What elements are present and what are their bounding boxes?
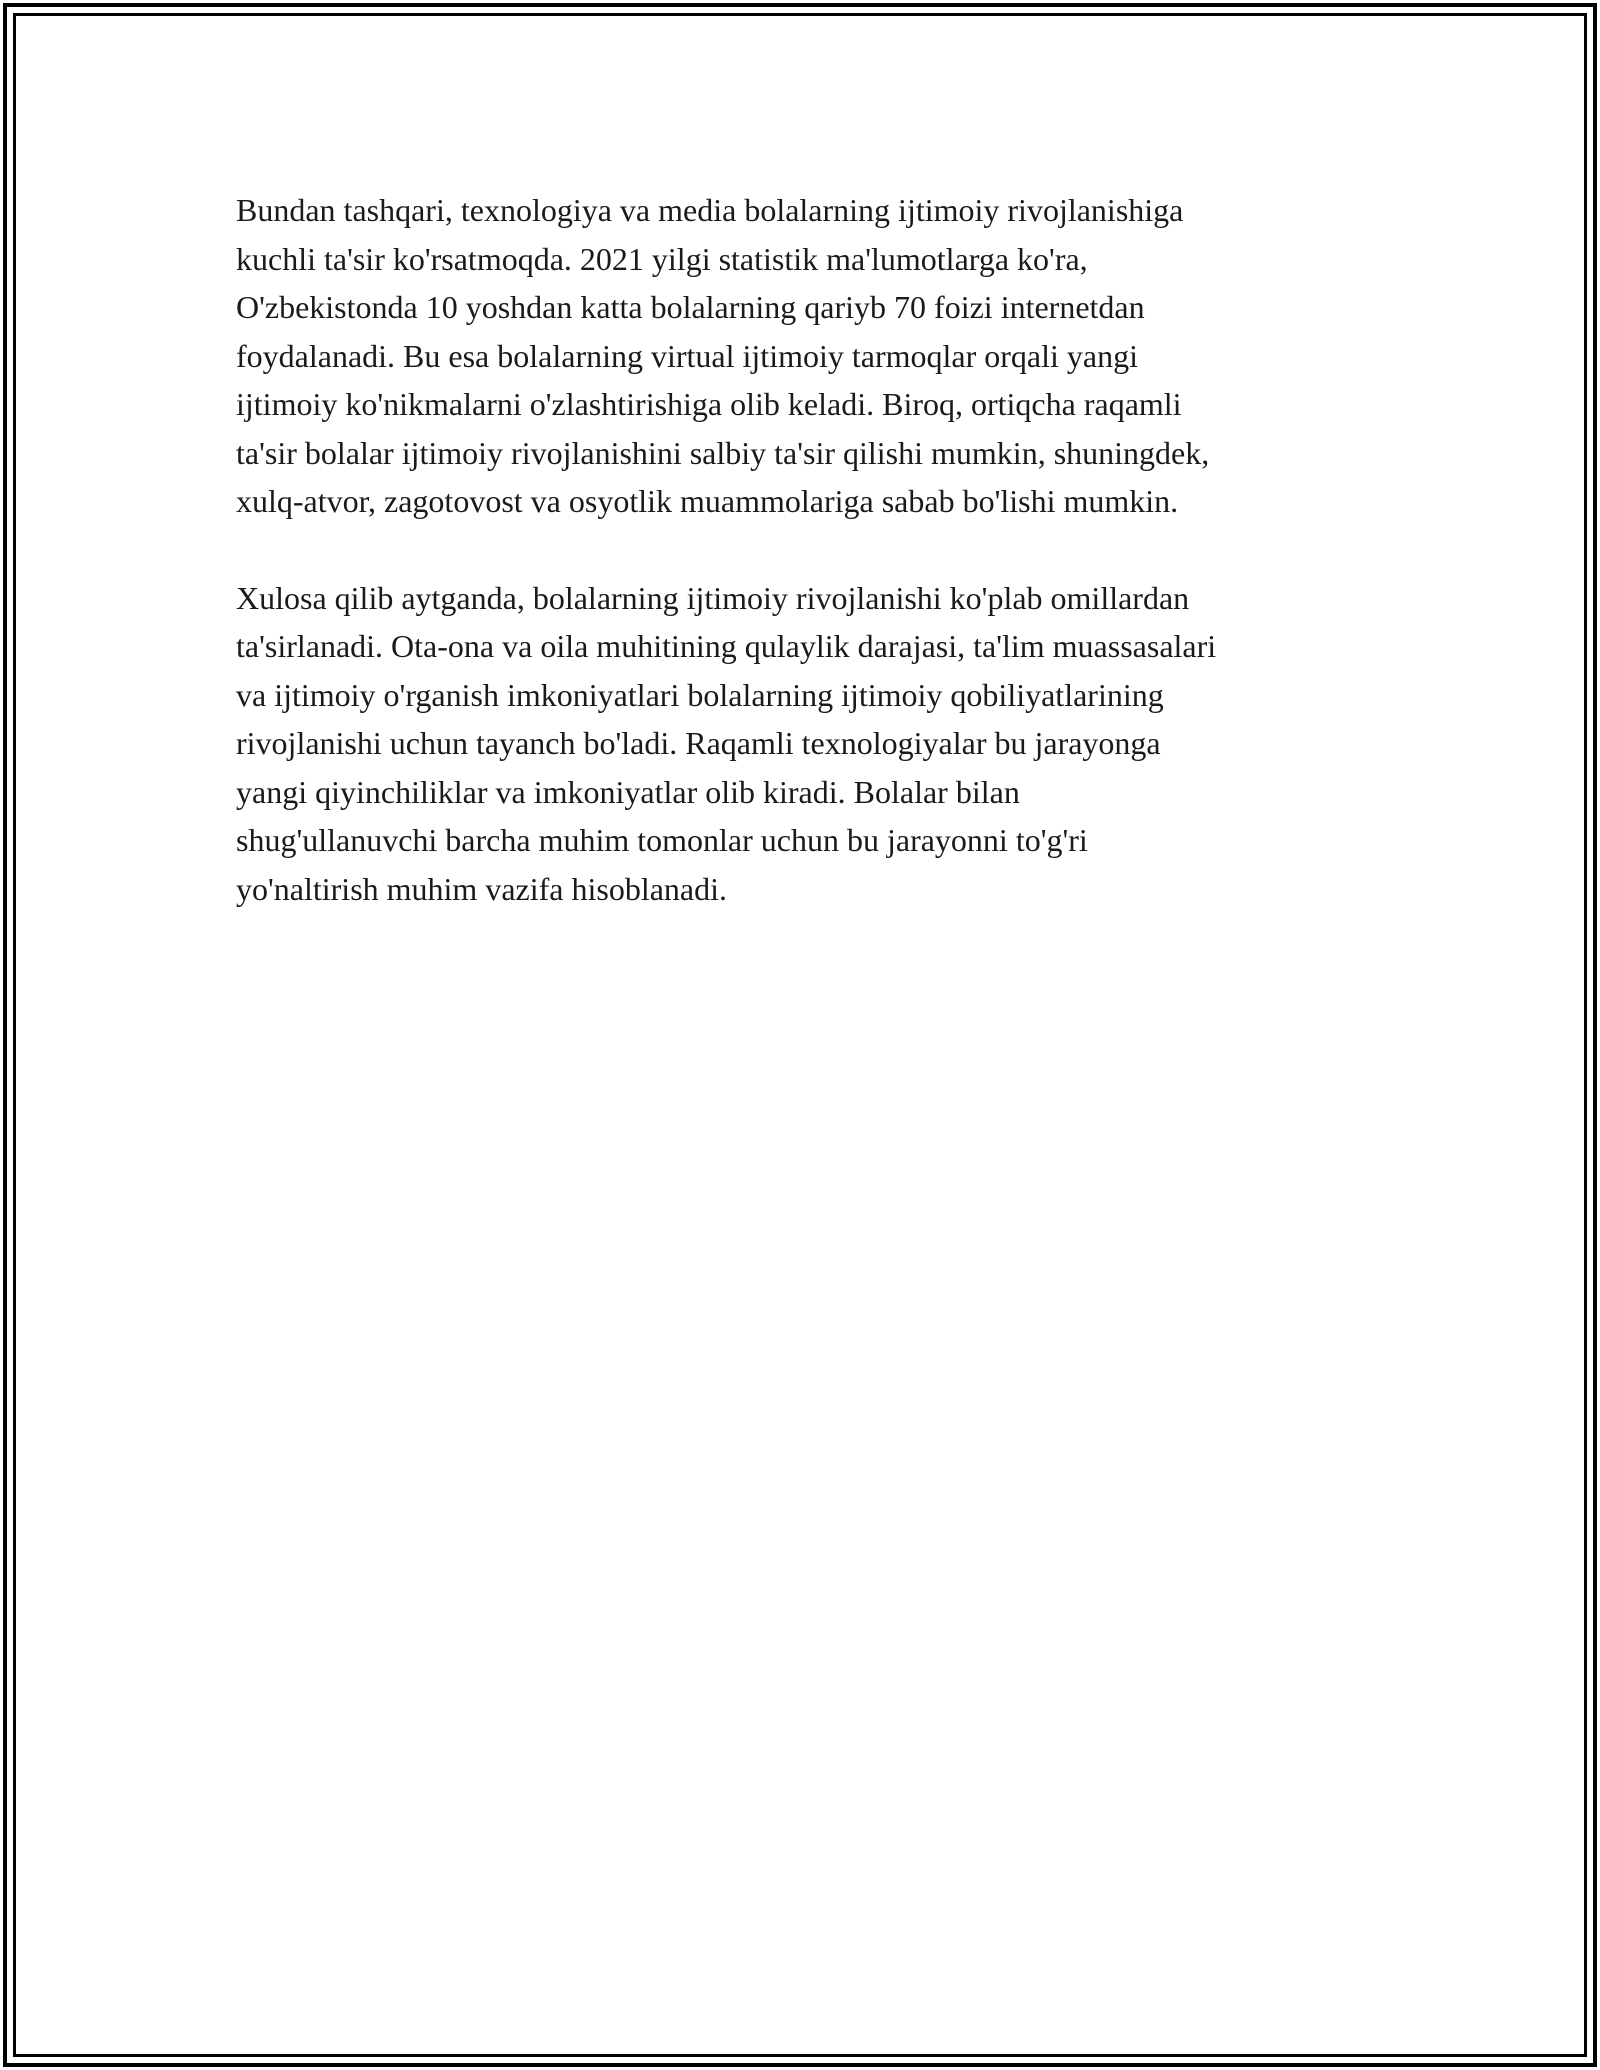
paragraph-line: kuchli ta'sir ko'rsatmoqda. 2021 yilgi statistik ma'lumotlarga ko'ra, <box>236 240 1088 277</box>
paragraph-technology-media <box>236 186 1376 526</box>
paragraph-line: yo'naltirish muhim vazifa hisoblanadi. <box>236 870 727 907</box>
document-body <box>236 186 1376 913</box>
paragraph-line: O'zbekistonda 10 yoshdan katta bolalarning qariyb 70 foizi internetdan <box>236 289 1145 325</box>
paragraph-line: shug'ullanuvchi barcha muhim tomonlar uchun bu jarayonni to'g'ri <box>236 822 1088 858</box>
paragraph-line: ta'sir bolalar ijtimoiy rivojlanishini salbiy ta'sir qilishi mumkin, shuningdek, <box>236 434 1210 471</box>
paragraph-line: va ijtimoiy o'rganish imkoniyatlari bolalarning ijtimoiy qobiliyatlarining <box>236 676 1164 713</box>
paragraph-line: ijtimoiy ko'nikmalarni o'zlashtirishiga olib keladi. Biroq, ortiqcha raqamli <box>236 386 1182 422</box>
paragraph-line: xulq-atvor, zagotovost va osyotlik muammolariga sabab bo'lishi mumkin. <box>236 483 1179 519</box>
paragraph-line: Xulosa qilib aytganda, bolalarning ijtimoiy rivojlanishi ko'plab omillardan <box>236 579 1190 616</box>
paragraph-line: yangi qiyinchiliklar va imkoniyatlar olib kiradi. Bolalar bilan <box>236 773 1020 810</box>
paragraph-line: foydalanadi. Bu esa bolalarning virtual ijtimoiy tarmoqlar orqali yangi <box>236 337 1138 374</box>
paragraph-line: Bundan tashqari, texnologiya va media bolalarning ijtimoiy rivojlanishiga <box>236 192 1184 228</box>
paragraph-conclusion <box>236 574 1376 914</box>
paragraph-line: rivojlanishi uchun tayanch bo'ladi. Raqamli texnologiyalar bu jarayonga <box>236 725 1161 761</box>
paragraph-line: ta'sirlanadi. Ota-ona va oila muhitining qulaylik darajasi, ta'lim muassasalari <box>236 628 1217 664</box>
